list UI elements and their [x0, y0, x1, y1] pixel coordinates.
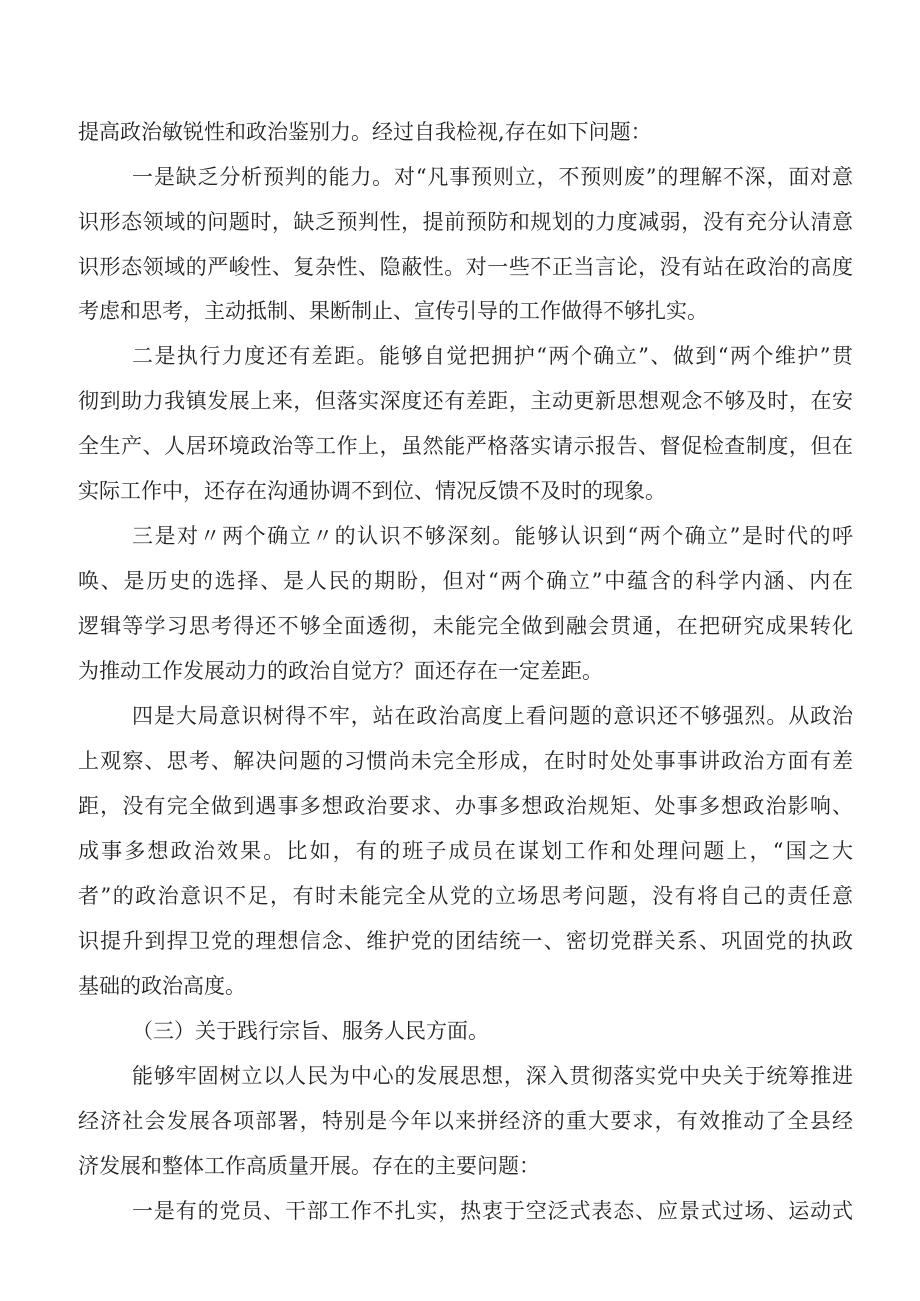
section-heading: （三）关于践行宗旨、服务人民方面。 — [132, 1019, 489, 1043]
text-line: 逻辑等学习思考得还不够全面透彻，未能完全做到融会贯通，在把研究成果转化 — [78, 614, 853, 638]
text-line: 实际工作中，还存在沟通协调不到位、情况反馈不及时的现象。 — [78, 479, 666, 503]
text-line: 一是有的党员、干部工作不扎实，热衷于空泛式表态、应景式过场、运动式 — [132, 1199, 853, 1223]
text-line: 识形态领域的严峻性、复杂性、隐蔽性。对一些不正当言论，没有站在政治的高度 — [78, 255, 853, 279]
text-line: 识形态领域的问题时，缺乏预判性，提前预防和规划的力度减弱，没有充分认清意 — [78, 210, 853, 234]
text-line: 者”的政治意识不足，有时未能完全从党的立场思考问题，没有将自己的责任意 — [78, 884, 853, 908]
text-line: 济发展和整体工作高质量开展。存在的主要问题： — [78, 1154, 540, 1178]
text-line: 距，没有完全做到遇事多想政治要求、办事多想政治规矩、处事多想政治影响、 — [78, 794, 853, 818]
text-line: 考虑和思考，主动抵制、果断制止、宣传引导的工作做得不够扎实。 — [78, 299, 708, 323]
text-line: 为推动工作发展动力的政治自觉方？面还存在一定差距。 — [78, 659, 603, 683]
text-line: 唤、是历史的选择、是人民的期盼，但对“两个确立”中蕴含的科学内涵、内在 — [78, 569, 853, 593]
text-line: 三是对〃两个确立〃的认识不够深刻。能够认识到“两个确立”是时代的呼 — [132, 524, 853, 548]
text-line: 提高政治敏锐性和政治鉴别力。经过自我检视,存在如下问题： — [78, 120, 652, 144]
text-line: 上观察、思考、解决问题的习惯尚未完全形成，在时时处处事事讲政治方面有差 — [78, 749, 853, 773]
text-line: 一是缺乏分析预判的能力。对“凡事预则立，不预则废”的理解不深，面对意 — [132, 165, 853, 189]
text-line: 基础的政治高度。 — [78, 974, 246, 998]
text-line: 二是执行力度还有差距。能够自觉把拥护“两个确立”、做到“两个维护”贯 — [132, 344, 853, 368]
text-line: 彻到助力我镇发展上来，但落实深度还有差距，主动更新思想观念不够及时，在安 — [78, 389, 853, 413]
text-line: 成事多想政治效果。比如，有的班子成员在谋划工作和处理问题上，“国之大 — [78, 839, 853, 863]
text-line: 全生产、人居环境政治等工作上，虽然能严格落实请示报告、督促检查制度，但在 — [78, 434, 853, 458]
text-line: 四是大局意识树得不牢，站在政治高度上看问题的意识还不够强烈。从政治 — [132, 704, 853, 728]
text-line: 识提升到捍卫党的理想信念、维护党的团结统一、密切党群关系、巩固党的执政 — [78, 929, 853, 953]
text-line: 能够牢固树立以人民为中心的发展思想，深入贯彻落实党中央关于统筹推进 — [132, 1064, 853, 1088]
text-line: 经济社会发展各项部署，特别是今年以来拼经济的重大要求，有效推动了全县经 — [78, 1109, 853, 1133]
